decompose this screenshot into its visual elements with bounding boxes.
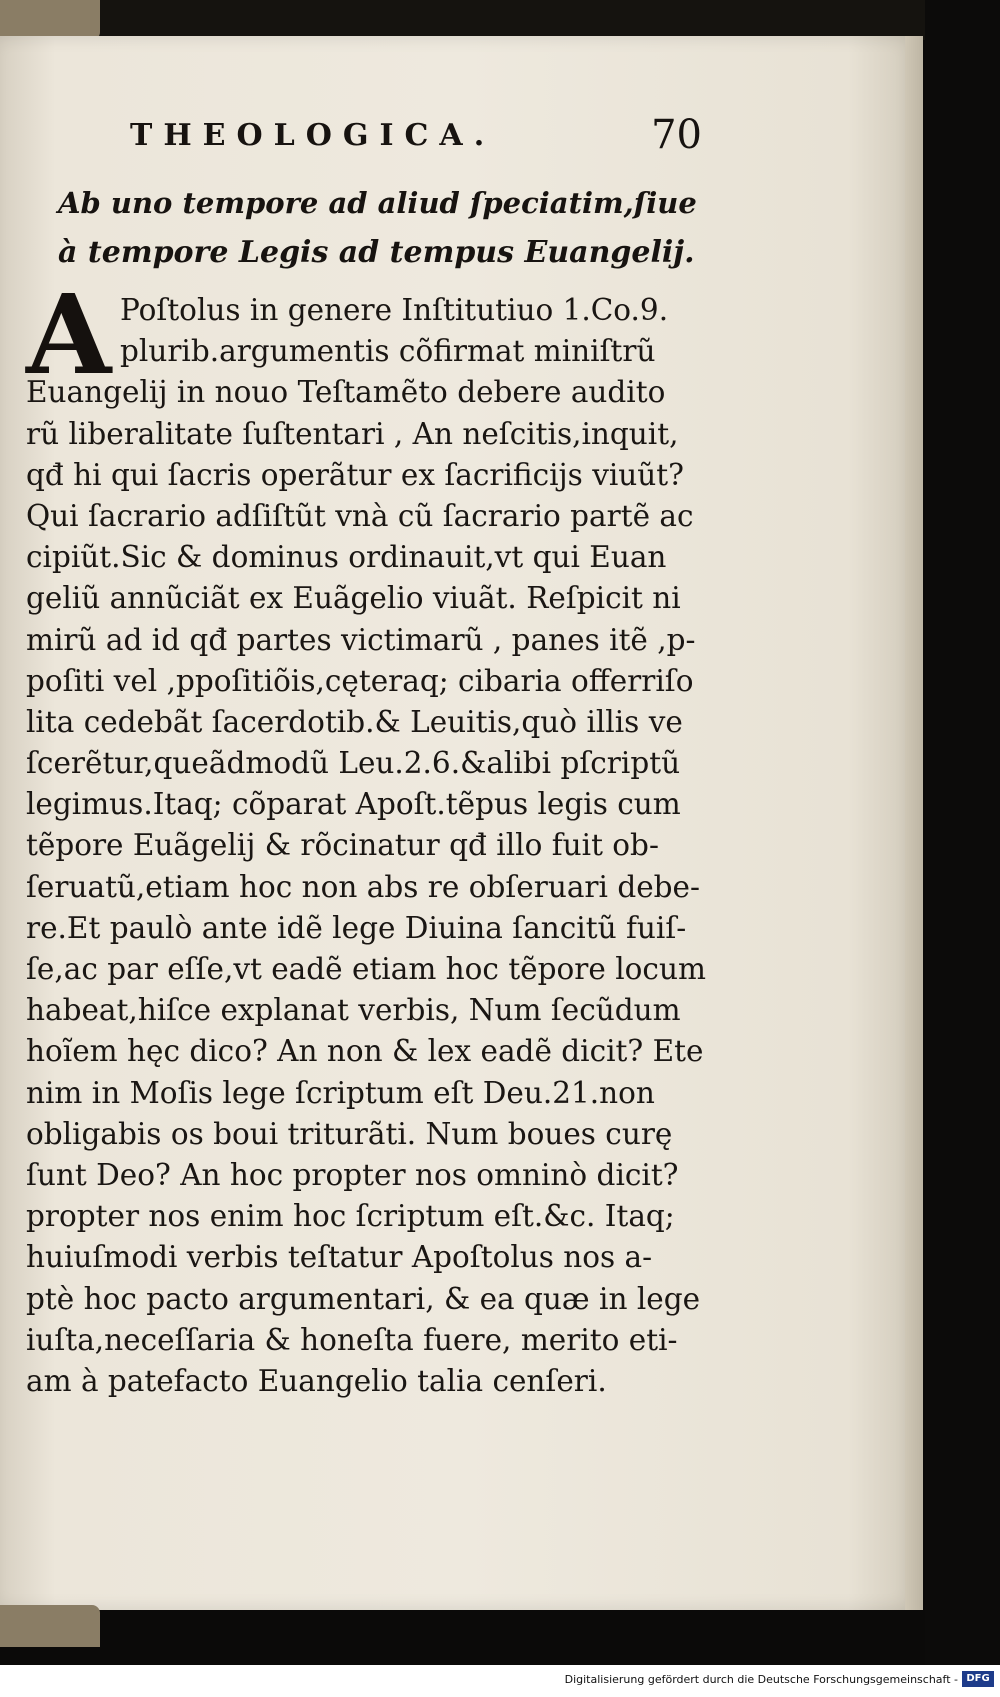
text-line: ptè hoc pacto argumentari, & ea quæ in lege [26,1281,701,1316]
drop-cap: A [26,270,112,399]
text-line: nim in Moſis lege ſcriptum eſt Deu.21.non [26,1075,655,1110]
text-line: rũ liberalitate ſuſtentari , An neſcitis,inquit, [26,416,679,451]
text-line: poſiti vel ,ppoſitiõis,cęteraq; cibaria offerriſo [26,663,694,698]
text-line: plurib.argumentis cõfirmat miniſtrũ [120,334,656,369]
section-heading-line: à tempore Legis ad tempus Euangelij. [58,235,695,270]
text-line: Poſtolus in genere Inſtitutiuo 1.Co.9. [120,293,669,327]
text-line: propter nos enim hoc ſcriptum eſt.&c. Itaq; [26,1199,675,1234]
page-header [130,110,710,166]
scan-background-top [0,0,1000,40]
book-spine-tab-top [0,0,100,40]
dfg-logo-icon: DFG [962,1671,994,1687]
text-line: cipiũt.Sic & dominus ordinauit,vt qui Euan [26,540,667,575]
text-line: ſunt Deo? An hoc propter nos omninò dicit? [26,1157,679,1192]
text-line: mirũ ad id qđ partes victimarũ , panes itẽ ,p- [26,622,696,657]
funding-credit: Digitalisierung gefördert durch die Deutsche Forschungsgemeinschaft - [564,1673,958,1686]
text-line: ſeruatũ,etiam hoc non abs re obſeruari debe- [26,869,700,904]
section-heading-line: Ab uno tempore ad aliud ſpeciatim,ſiue [58,186,697,220]
page-fore-edge [905,36,923,1610]
text-line: tẽpore Euãgelij & rõcinatur qđ illo fuit ob- [26,828,659,863]
section-heading [58,178,698,278]
text-line: habeat,hiſce explanat verbis, Num ſecũdum [26,993,681,1028]
running-head: THEOLOGICA. [130,118,496,153]
text-line: re.Et paulò ante idẽ lege Diuina ſancitũ fuiſ- [26,910,687,945]
text-line: legimus.Itaq; cõparat Apoſt.tẽpus legis cum [26,787,681,822]
page-number: 70 [651,112,702,158]
book-spine-tab-bottom [0,1605,100,1647]
text-line: am à patefacto Euangelio talia cenſeri. [26,1363,607,1398]
text-line: Euangelij in nouo Teſtamẽto debere audito [26,375,666,410]
text-line: ſcerẽtur,queãdmodũ Leu.2.6.&alibi pſcriptũ [26,746,681,781]
scan-background-right [925,0,1000,1665]
text-line: huiuſmodi verbis teſtatur Apoſtolus nos a- [26,1240,653,1275]
text-line: hoĩem hęc dico? An non & lex eadẽ dicit? Ete [26,1034,704,1069]
text-line: ſe,ac par eſſe,vt eadẽ etiam hoc tẽpore locum [26,952,706,986]
text-line: iuſta,neceſſaria & honeſta fuere, merito eti- [26,1322,678,1357]
digitization-footer [0,1665,1000,1697]
text-line: obligabis os boui triturãti. Num boues curę [26,1116,673,1151]
text-line: lita cedebãt ſacerdotib.& Leuitis,quò illis ve [26,704,683,739]
text-line: geliũ annũciãt ex Euãgelio viuãt. Reſpicit ni [26,581,681,616]
text-line: Qui ſacrario adſiſtũt vnà cũ ſacrario partẽ ac [26,498,694,533]
body-text [26,270,716,1402]
text-line: qđ hi qui ſacris operãtur ex ſacrificijs viuũt? [26,457,684,492]
